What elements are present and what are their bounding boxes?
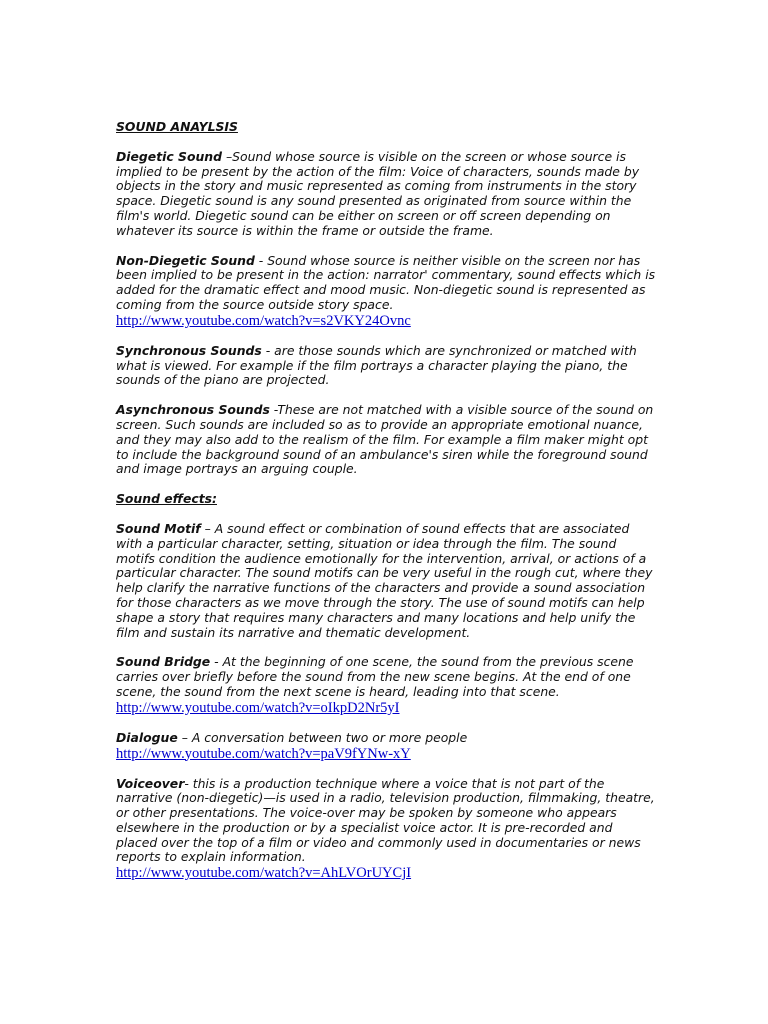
sound-bridge-text: - At the beginning of one scene, the sound from the previous scene carries over briefly before the sound from the new scene begins. At the end of one scene, the sound from the next scene is heard, leading into that scene. — [116, 654, 634, 699]
voiceover-text: - this is a production technique where a voice that is not part of the narrative (non-diegetic)—is used in a radio, television production, filmmaking, theatre, or other presentations. The voice-over may be spoken by someone who appears elsewhere in the production or by a specialist voice actor. It is pre-recorded and placed over the top of a film or video and commonly used in documentaries or news reports to explain information. — [116, 775, 655, 865]
sound-bridge-term: Sound Bridge — [116, 654, 211, 670]
sound-motif-term: Sound Motif — [116, 520, 201, 536]
non-diegetic-text: - Sound whose source is neither visible on the screen nor has been implied to be present in the action: narrator' commentary, sound effects which is added for the dramatic effect and mood music. Non-diegetic sound is represented as coming from the source outside story space. — [116, 252, 656, 312]
non-diegetic-term: Non-Diegetic Sound — [116, 252, 255, 268]
synchronous-paragraph — [116, 344, 656, 388]
dialogue-text: – A conversation between two or more people — [177, 729, 468, 745]
sound-motif-text: – A sound effect or combination of sound effects that are associated with a particular character, setting, situation or idea through the film. The sound motifs condition the audience emotionally for the intervention, arrival, or actions of a particular character. The sound motifs can be very useful in the rough cut, where they help clarify the narrative functions of the characters and provide a sound association for those characters as we move through the story. The use of sound motifs can help shape a story that requires many characters and many locations and help unify the film and sustain its narrative and thematic development. — [116, 520, 653, 640]
dialogue-link[interactable]: http://www.youtube.com/watch?v=paV9fYNw-xY — [116, 745, 411, 762]
sound-motif-paragraph — [116, 522, 656, 640]
asynchronous-text: -These are not matched with a visible source of the sound on screen. Such sounds are included so as to provide an appropriate emotional nuance, and they may also add to the realism of the film. For example a film maker might opt to include the background sound of an ambulance's siren while the foreground sound and image portrays an arguing couple. — [116, 402, 654, 477]
sound-bridge-paragraph — [116, 655, 656, 715]
sound-effects-heading: Sound effects: — [116, 491, 217, 507]
non-diegetic-link[interactable]: http://www.youtube.com/watch?v=s2VKY24Ovnc — [116, 312, 411, 329]
synchronous-text: - are those sounds which are synchronized or matched with what is viewed. For example if the film portrays a character playing the piano, the sounds of the piano are projected. — [116, 342, 637, 388]
diegetic-paragraph — [116, 150, 656, 239]
asynchronous-paragraph — [116, 403, 656, 477]
non-diegetic-paragraph — [116, 254, 656, 329]
synchronous-term: Synchronous Sounds — [116, 342, 262, 358]
voiceover-link[interactable]: http://www.youtube.com/watch?v=AhLVOrUYCjI — [116, 865, 412, 882]
voiceover-term: Voiceover — [116, 775, 185, 791]
asynchronous-term: Asynchronous Sounds — [116, 402, 270, 418]
voiceover-paragraph — [116, 777, 656, 882]
diegetic-term: Diegetic Sound — [116, 148, 222, 164]
diegetic-text: –Sound whose source is visible on the screen or whose source is implied to be present by the action of the film: Voice of characters, sounds made by objects in the story and music represented as coming from instruments in the story space. Diegetic sound is any sound presented as originated from source within the film's world. Diegetic sound can be either on screen or off screen depending on whatever its source is within the frame or outside the frame. — [116, 148, 640, 238]
dialogue-paragraph — [116, 731, 656, 762]
document-page — [116, 120, 656, 896]
document-title: SOUND ANAYLSIS — [116, 119, 238, 134]
dialogue-term: Dialogue — [116, 729, 178, 745]
sound-bridge-link[interactable]: http://www.youtube.com/watch?v=oIkpD2Nr5yI — [116, 699, 400, 716]
